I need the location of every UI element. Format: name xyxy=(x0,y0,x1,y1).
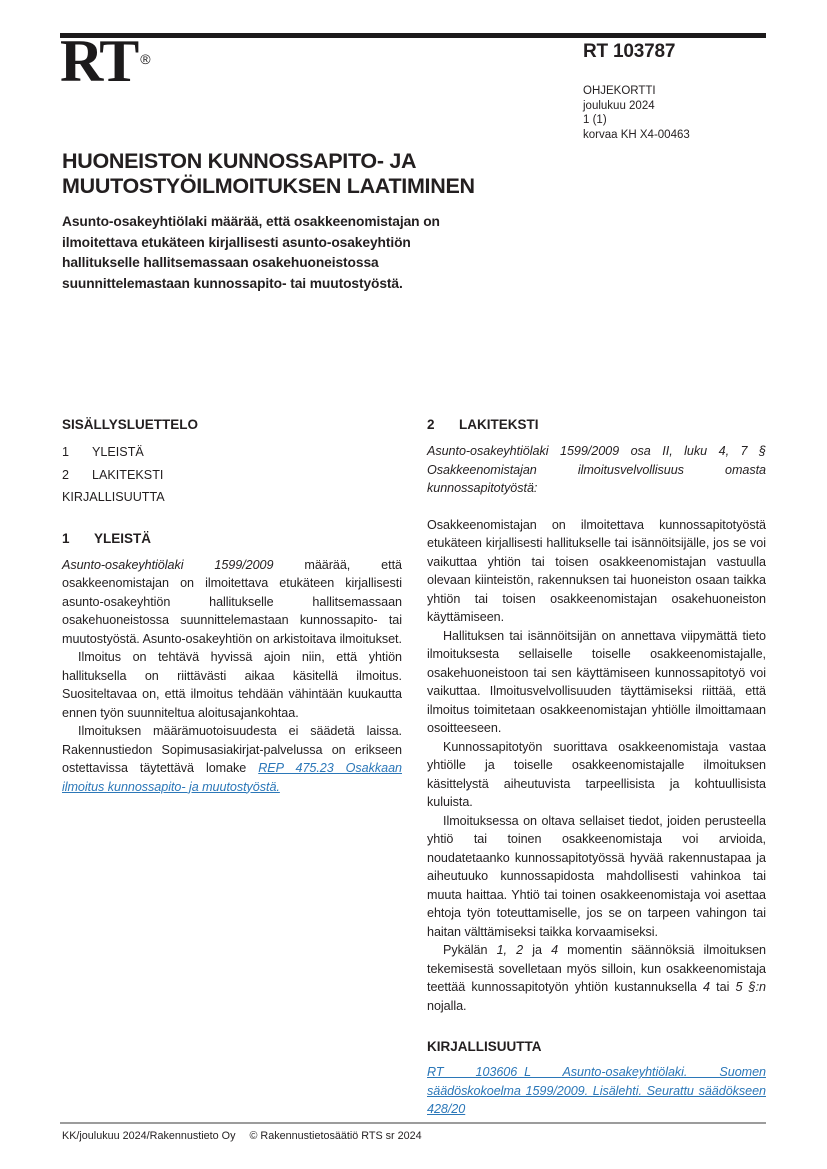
kirjallisuutta-heading: KIRJALLISUUTTA xyxy=(427,1039,542,1054)
text-segment: Kunnossapitotyön suorittava osakkeenomistaja vastaa yhtiölle ja toiselle osakkeenomistajalle ilmoituksen käsittelystä aiheutuvista tarpeellisista ja kohtuullisista kuluista. xyxy=(427,739,766,809)
text-segment: nojalla. xyxy=(427,998,467,1013)
toc-item-label: YLEISTÄ xyxy=(92,445,144,459)
document-meta xyxy=(583,84,690,142)
paragraph xyxy=(62,648,402,722)
footer-copyright: © Rakennustietosäätiö RTS sr 2024 xyxy=(249,1130,422,1142)
header-rule xyxy=(60,33,766,38)
toc-heading: SISÄLLYSLUETTELO xyxy=(62,417,199,432)
right-column xyxy=(427,417,766,1119)
document-date: joulukuu 2024 xyxy=(583,99,655,112)
paragraph xyxy=(427,627,766,738)
toc-item-yleista xyxy=(62,441,402,464)
section2-heading xyxy=(427,417,766,432)
kirjallisuutta-section xyxy=(427,1039,766,1119)
document-page-count: 1 (1) xyxy=(583,114,607,126)
text-segment: Asunto-osakeyhtiölaki 1599/2009 xyxy=(62,557,274,572)
document-type: OHJEKORTTI xyxy=(583,85,656,97)
document-replaces: korvaa KH X4-00463 xyxy=(583,128,690,141)
document-link[interactable]: REP 475.23 Osakkaan ilmoitus kunnossapito- ja muutostyöstä. xyxy=(62,761,402,794)
paragraph xyxy=(427,516,766,627)
section2-heading-label: LAKITEKSTI xyxy=(459,417,539,432)
kirjallisuutta-links xyxy=(427,1063,766,1119)
toc-item-lakiteksti xyxy=(62,464,402,487)
paragraph xyxy=(62,556,402,649)
registered-trademark-icon: ® xyxy=(140,51,151,67)
text-segment: Osakkeenomistajan on ilmoitettava kunnossapitotyöstä etukäteen kirjallisesti hallitukselle tai isännöitsijälle, jos se voi vaikuttaa yhtiön tai toisen osakkeenomistajan vastuulla olevaan kiinteistön, rakennuksen tai huoneiston osaan taikka yhtiön tai toisen osakkeenomistajan osakehuoneiston käyttämiseen. xyxy=(427,517,766,624)
text-segment: momentin säännöksiä ilmoituksen tekemisestä sovelletaan myös silloin, kun osakkeenomistaja teettää kunnossapitotyön yhtiön kustannuksella xyxy=(427,943,767,994)
footer-rule xyxy=(60,1122,766,1124)
section1-body xyxy=(62,556,402,797)
document-id-block xyxy=(583,41,690,142)
document-number: RT 103787 xyxy=(583,41,676,62)
section1-heading-label: YLEISTÄ xyxy=(94,530,152,546)
text-segment: Hallituksen tai isännöitsijän on annettava viipymättä tieto ilmoituksesta sellaiselle toiselle osakkeenomistajalle, osakehuoneistoon tai sen käyttämiseen kunnossapitotyö voi vaikuttaa. Ilmoitusvelvollisuuden täyttämiseksi riittää, että ilmoitus toimitetaan osakkeenomistajan yhtiölle ilmoittamaan osoitteeseen. xyxy=(427,628,766,735)
text-segment: 1, 2 xyxy=(496,943,524,957)
section1-number: 1 xyxy=(62,530,70,546)
text-segment: Pykälän xyxy=(443,943,497,957)
paragraph xyxy=(62,722,402,796)
toc-item-label: KIRJALLISUUTTA xyxy=(62,490,165,504)
text-segment: ja xyxy=(523,943,552,957)
paragraph xyxy=(427,941,766,1015)
toc-item-kirjallisuutta xyxy=(62,486,402,509)
section1-heading xyxy=(62,531,402,546)
footer xyxy=(62,1130,422,1142)
toc-item-number: 2 xyxy=(62,467,70,482)
paragraph xyxy=(427,812,766,942)
text-segment: Ilmoitus on tehtävä hyvissä ajoin niin, että yhtiön hallituksella on riittävästi aikaa käsitellä ilmoitus. Suositeltavaa on, että ilmoitus tehdään vähintään kuukautta ennen työn suunniteltua aloitusajankohtaa. xyxy=(62,650,402,720)
section2-body xyxy=(427,442,766,1015)
text-segment: määrää, että osakkeenomistajan on ilmoitettava etukäteen kirjallisesti asunto-osakeyhtiön hallitukselle hallitsemassaan osakehuoneistossa suunnittelemastaan kunnossapito- tai muutostyöstä. Asunto-osakeyhtiön on arkistoitava ilmoitukset. xyxy=(62,557,402,646)
text-segment: Ilmoituksen määrämuotoisuudesta ei säädetä laissa. Rakennustiedon Sopimusasiakirjat-palvelussa on erikseen ostettavissa täytettävä lomake xyxy=(62,724,402,775)
toc-item-label: LAKITEKSTI xyxy=(92,467,164,482)
footer-edition-info: KK/joulukuu 2024/Rakennustieto Oy xyxy=(62,1130,236,1142)
text-segment: 4 xyxy=(703,980,710,994)
text-segment: tai xyxy=(709,980,736,994)
text-segment: Ilmoituksessa on oltava sellaiset tiedot, joiden perusteella yhtiö tai toinen osakkeenomistaja voi arvioida, noudatetaanko kunnossapitotyössä hyvää rakennustapaa ja aiheutuuko kunnossapidosta mahdollisesti vahinkoa tai muuta haittaa. Yhtiö tai toinen osakkeenomistaja voi asettaa ehtoja työn toteuttamiselle, jos se on tarpeen vahingon tai haitan välttämiseksi taikka korvaamiseksi. xyxy=(427,813,766,939)
table-of-contents xyxy=(62,441,402,509)
rt-logo-text: RT xyxy=(60,28,138,94)
paragraph xyxy=(427,738,766,812)
paragraph xyxy=(427,1063,766,1119)
text-segment: 4 xyxy=(551,943,559,957)
law-reference-intro: Asunto-osakeyhtiölaki 1599/2009 osa II, luku 4, 7 § Osakkeenomistajan ilmoitusvelvollisuus omasta kunnossapitotyöstä: xyxy=(427,444,766,495)
text-segment: 5 §:n xyxy=(735,980,766,994)
toc-item-number: 1 xyxy=(62,445,70,459)
document-link[interactable]: RT 103606_L Asunto-osakeyhtiölaki. Suomen säädöskokoelma 1599/2009. Lisälehti. Seurattu säädökseen 428/20 xyxy=(427,1065,766,1116)
left-column xyxy=(62,417,402,796)
page-title: HUONEISTON KUNNOSSAPITO- JA MUUTOSTYÖILMOITUKSEN LAATIMINEN xyxy=(62,149,475,198)
lead-paragraph: Asunto-osakeyhtiölaki määrää, että osakkeenomistajan on ilmoitettava etukäteen kirjallisesti asunto-osakeyhtiön hallitukselle hallitsemassaan osakehuoneistossa suunnittelemastaan kunnossapito- tai muutostyöstä. xyxy=(62,214,440,291)
section2-number: 2 xyxy=(427,417,435,432)
rt-logo xyxy=(60,28,151,94)
